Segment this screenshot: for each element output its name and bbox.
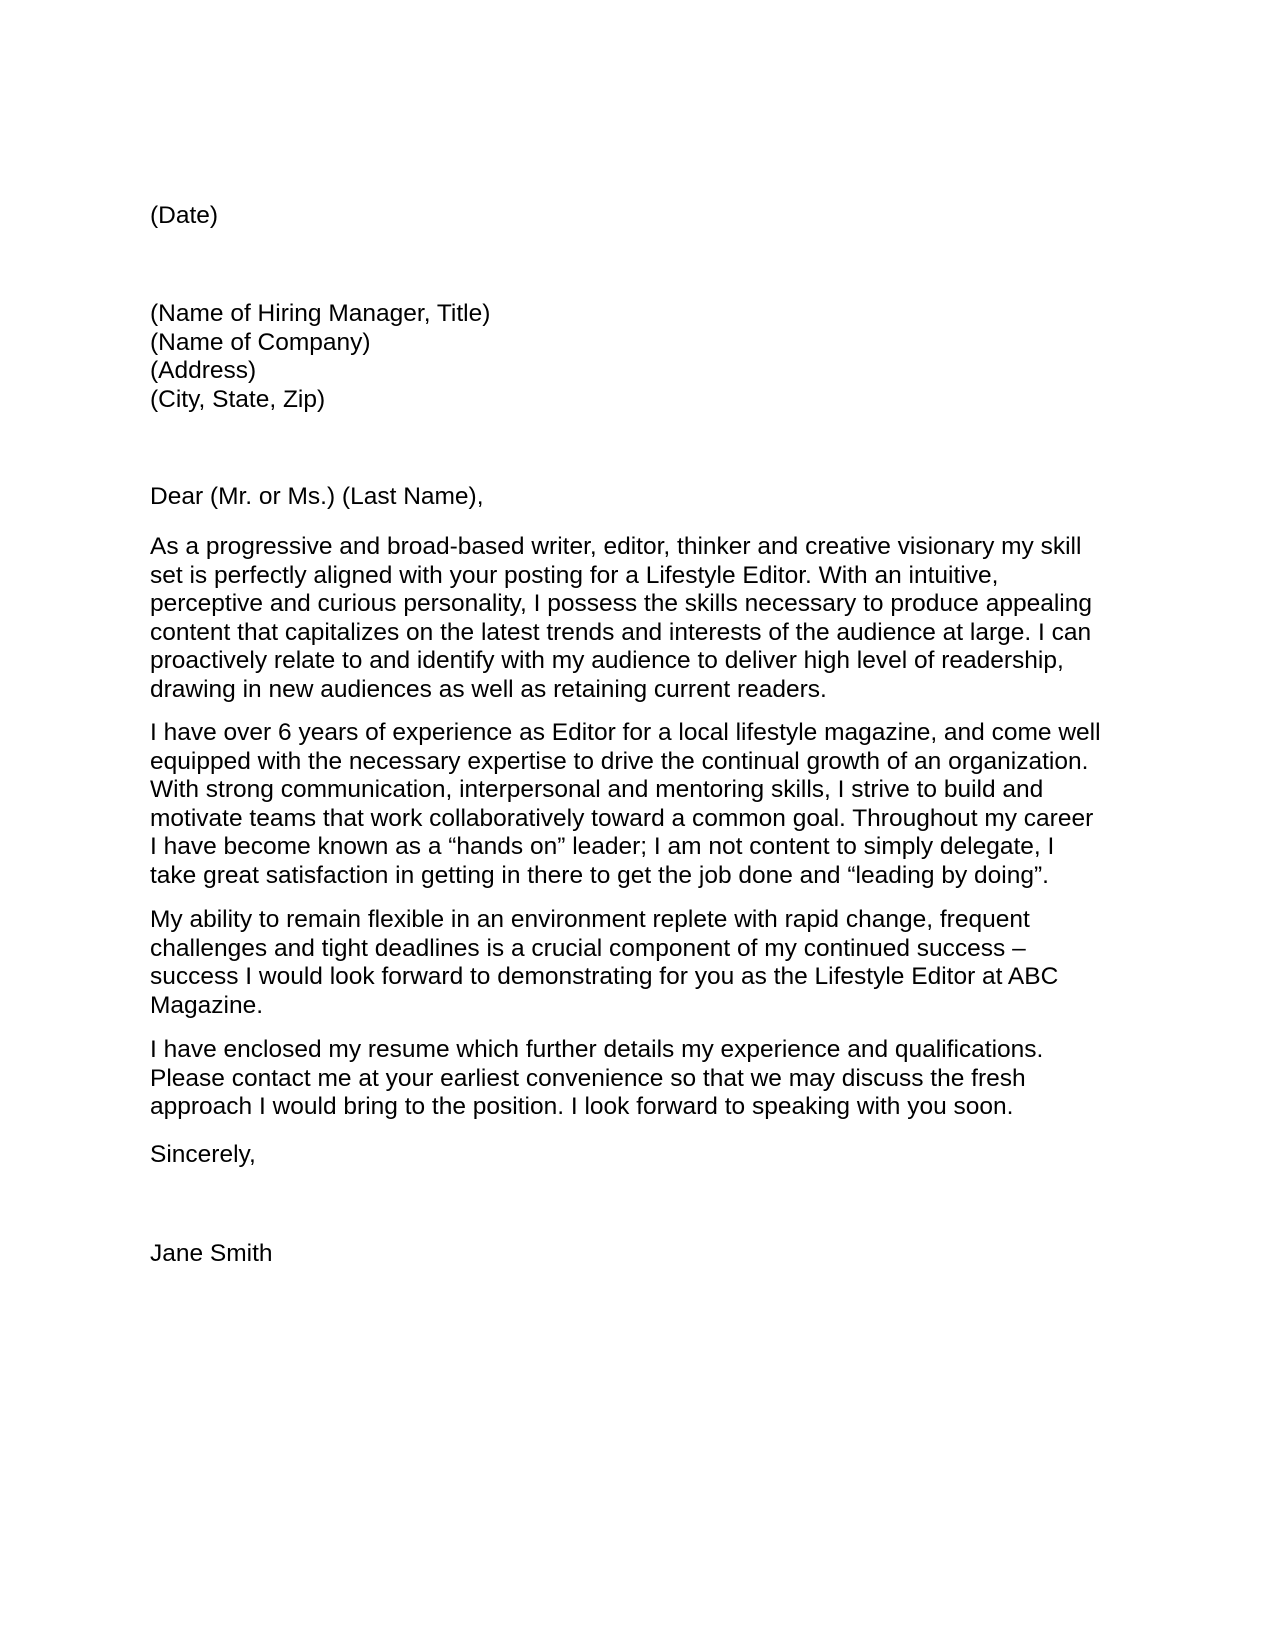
recipient-block	[150, 300, 490, 414]
paragraph-line: With strong communication, interpersonal and mentoring skills, I strive to build and	[150, 776, 1044, 803]
paragraph-line: motivate teams that work collaboratively toward a common goal. Throughout my career	[150, 804, 1094, 832]
paragraph-line: My ability to remain flexible in an environment replete with rapid change, frequent	[150, 906, 1030, 933]
signature	[150, 1240, 273, 1269]
paragraph-line: Magazine.	[150, 991, 264, 1019]
paragraph-2	[150, 719, 1101, 890]
recipient-address: (Address)	[150, 357, 257, 384]
date-text: (Date)	[150, 202, 219, 229]
salutation	[150, 483, 484, 512]
paragraph-line: Please contact me at your earliest convenience so that we may discuss the fresh	[150, 1064, 1026, 1092]
date-line	[150, 202, 218, 231]
paragraph-line: I have become known as a “hands on” leader; I am not content to simply delegate, I	[150, 833, 1055, 860]
recipient-company: (Name of Company)	[150, 328, 371, 356]
paragraph-line: I have enclosed my resume which further details my experience and qualifications.	[150, 1036, 1044, 1063]
signature-name: Jane Smith	[150, 1240, 273, 1267]
paragraph-line: drawing in new audiences as well as retaining current readers.	[150, 675, 827, 703]
paragraph-line: I have over 6 years of experience as Editor for a local lifestyle magazine, and come well	[150, 719, 1101, 746]
recipient-name-title: (Name of Hiring Manager, Title)	[150, 300, 491, 327]
paragraph-line: proactively relate to and identify with my audience to deliver high level of readership,	[150, 647, 1064, 674]
paragraph-line: perceptive and curious personality, I possess the skills necessary to produce appealing	[150, 590, 1092, 617]
paragraph-line: challenges and tight deadlines is a crucial component of my continued success –	[150, 934, 1026, 962]
paragraph-line: As a progressive and broad-based writer, editor, thinker and creative visionary my skill	[150, 533, 1082, 560]
paragraph-1	[150, 533, 1092, 704]
paragraph-line: success I would look forward to demonstrating for you as the Lifestyle Editor at ABC	[150, 963, 1059, 990]
closing	[150, 1141, 256, 1170]
paragraph-line: take great satisfaction in getting in there to get the job done and “leading by doing”.	[150, 861, 1049, 889]
paragraph-line: set is perfectly aligned with your posting for a Lifestyle Editor. With an intuitive,	[150, 561, 999, 589]
paragraph-line: equipped with the necessary expertise to drive the continual growth of an organization.	[150, 747, 1089, 775]
paragraph-line: content that capitalizes on the latest trends and interests of the audience at large. I can	[150, 618, 1092, 646]
paragraph-line: approach I would bring to the position. I look forward to speaking with you soon.	[150, 1093, 1014, 1120]
paragraph-3	[150, 906, 1058, 1020]
recipient-city-state-zip: (City, State, Zip)	[150, 385, 326, 413]
closing-text: Sincerely,	[150, 1141, 256, 1168]
paragraph-4	[150, 1036, 1043, 1122]
salutation-text: Dear (Mr. or Ms.) (Last Name),	[150, 483, 484, 510]
